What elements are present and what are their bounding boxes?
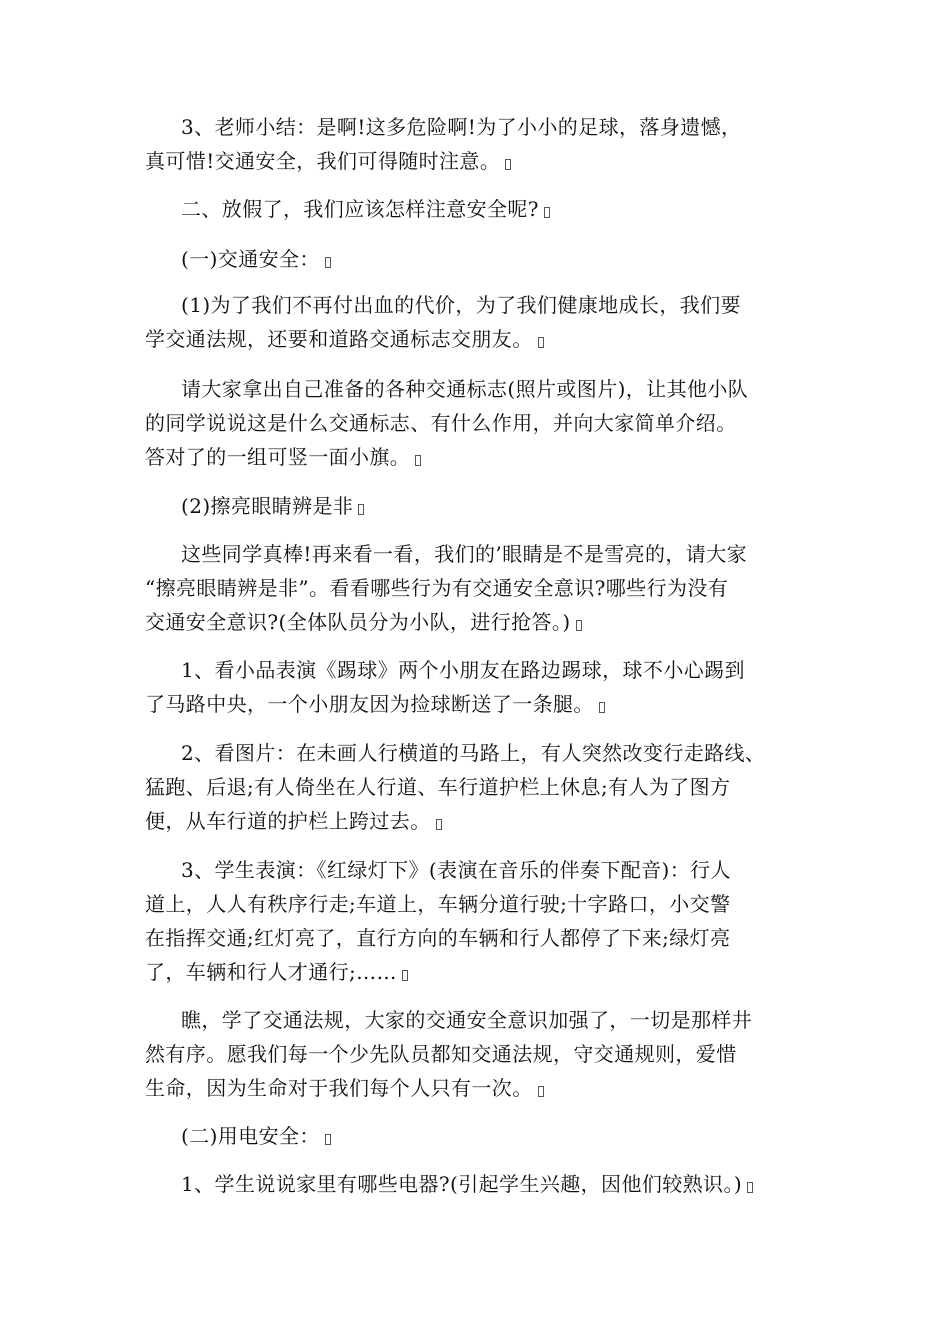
text-line: 2、看图片：在未画人行横道的马路上，有人突然改变行走路线、 (181, 741, 766, 765)
text-line: 1、学生说说家里有哪些电器?(引起学生兴趣，因他们较熟识。) (145, 1167, 815, 1201)
paragraph (145, 853, 815, 989)
section-heading (145, 192, 815, 226)
text-line: 真可惜!交通安全，我们可得随时注意。 (145, 144, 815, 178)
paragraph-mark-icon (325, 1134, 331, 1145)
text-line: 道上，人人有秩序行走;车道上，车辆分道行驶;十字路口，小交警 (145, 892, 731, 916)
paragraph-mark-icon (576, 620, 582, 631)
text-line: 了马路中央，一个小朋友因为捡球断送了一条腿。 (145, 687, 815, 721)
paragraph-mark-icon (402, 970, 408, 981)
subsection-heading (145, 1119, 815, 1153)
text-line: 的同学说说这是什么交通标志、有什么作用，并向大家简单介绍。 (145, 411, 737, 435)
paragraph (145, 653, 815, 721)
paragraph (145, 372, 815, 474)
text-line: 3、老师小结：是啊!这多危险啊!为了小小的足球，落身遗憾， (181, 115, 742, 139)
paragraph (145, 110, 815, 178)
text-line: (2)擦亮眼睛辨是非 (145, 489, 815, 523)
paragraph (145, 1003, 815, 1105)
paragraph-mark-icon (415, 455, 421, 466)
paragraph (145, 537, 815, 639)
text-line: 1、看小品表演《踢球》两个小朋友在路边踢球，球不小心踢到 (181, 658, 745, 682)
paragraph-mark-icon (325, 257, 331, 268)
text-line: (一)交通安全： (145, 242, 815, 276)
text-line: 3、学生表演：《红绿灯下》(表演在音乐的伴奏下配音)：行人 (181, 858, 731, 882)
text-line: “擦亮眼睛辨是非”。看看哪些行为有交通安全意识?哪些行为没有 (145, 576, 729, 600)
paragraph-mark-icon (538, 1086, 544, 1097)
paragraph-mark-icon (747, 1182, 753, 1193)
paragraph-mark-icon (436, 819, 442, 830)
paragraph-mark-icon (544, 207, 550, 218)
text-line: (1)为了我们不再付出血的代价，为了我们健康地成长，我们要 (181, 293, 741, 317)
paragraph-mark-icon (505, 159, 511, 170)
text-line: 生命，因为生命对于我们每个人只有一次。 (145, 1071, 815, 1105)
text-line: 二、放假了，我们应该怎样注意安全呢? (145, 192, 815, 226)
subsection-heading (145, 489, 815, 523)
text-line: 在指挥交通;红灯亮了，直行方向的车辆和行人都停了下来;绿灯亮 (145, 926, 731, 950)
text-line: 学交通法规，还要和道路交通标志交朋友。 (145, 322, 815, 356)
text-line: 交通安全意识?(全体队员分为小队，进行抢答。) (145, 605, 815, 639)
paragraph (145, 1167, 815, 1201)
text-line: 答对了的一组可竖一面小旗。 (145, 440, 815, 474)
text-line: 请大家拿出自己准备的各种交通标志(照片或图片)，让其他小队 (181, 377, 749, 401)
text-line: 这些同学真棒!再来看一看，我们的’眼睛是不是雪亮的，请大家 (181, 542, 747, 566)
paragraph-mark-icon (599, 702, 605, 713)
paragraph-mark-icon (358, 504, 364, 515)
paragraph (145, 288, 815, 356)
paragraph-mark-icon (538, 337, 544, 348)
subsection-heading (145, 242, 815, 276)
text-line: (二)用电安全： (145, 1119, 815, 1153)
text-line: 猛跑、后退;有人倚坐在人行道、车行道护栏上休息;有人为了图方 (145, 775, 731, 799)
text-line: 瞧，学了交通法规，大家的交通安全意识加强了，一切是那样井 (181, 1008, 753, 1032)
text-line: 了，车辆和行人才通行;…… (145, 955, 815, 989)
paragraph (145, 736, 815, 838)
text-line: 便，从车行道的护栏上跨过去。 (145, 804, 815, 838)
text-line: 然有序。愿我们每一个少先队员都知交通法规，守交通规则，爱惜 (145, 1042, 737, 1066)
